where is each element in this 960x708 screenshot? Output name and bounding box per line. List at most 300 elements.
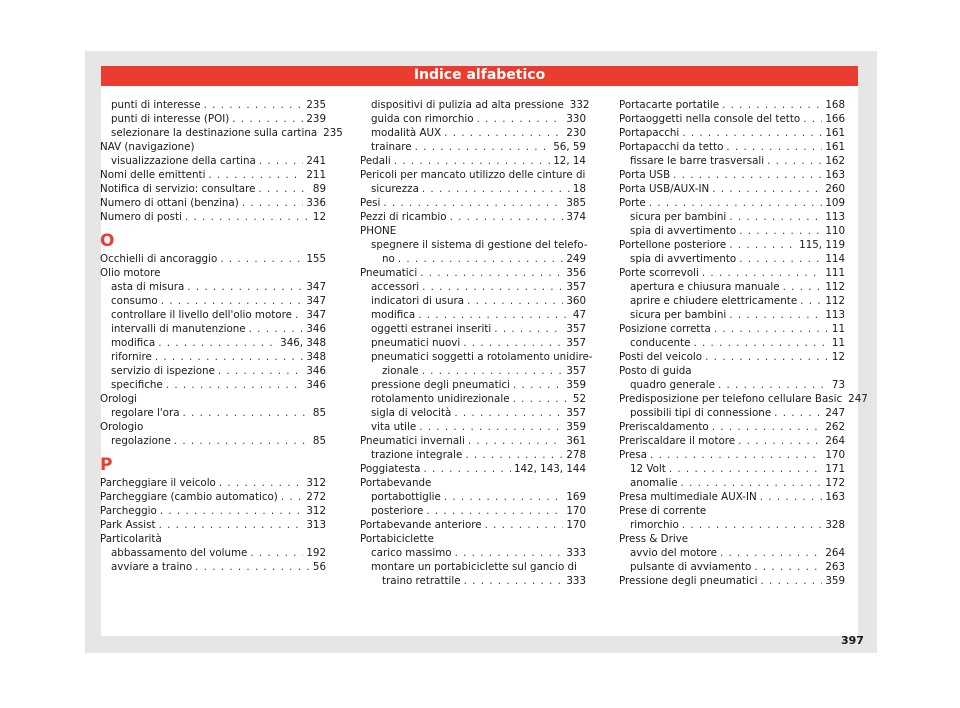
entry-page: 385 xyxy=(566,197,586,209)
entry-label: 12 Volt xyxy=(630,463,666,475)
entry-label: aprire e chiudere elettricamente xyxy=(630,295,798,307)
dot-leader xyxy=(477,112,564,126)
dot-leader xyxy=(249,322,304,336)
entry-label: Portellone posteriore xyxy=(619,239,727,251)
entry-label: Posti del veicolo xyxy=(619,351,703,363)
dot-leader xyxy=(739,252,822,266)
section-letter: P xyxy=(100,455,113,475)
index-entry xyxy=(619,252,845,266)
dot-leader xyxy=(208,168,303,182)
index-entry xyxy=(619,322,845,336)
entry-label: abbassamento del volume xyxy=(111,547,248,559)
index-entry xyxy=(619,518,845,532)
index-entry xyxy=(360,420,586,434)
entry-page: 328 xyxy=(825,519,845,531)
dot-leader xyxy=(444,490,564,504)
dot-leader xyxy=(720,546,822,560)
dot-leader xyxy=(250,546,303,560)
entry-page: 359 xyxy=(566,379,586,391)
entry-label: punti di interesse (POI) xyxy=(111,113,230,125)
dot-leader xyxy=(467,294,563,308)
entry-page: 348 xyxy=(306,351,326,363)
index-entry xyxy=(360,434,586,448)
index-heading: Press & Drive xyxy=(619,533,689,545)
entry-label: Park Assist xyxy=(100,519,156,531)
entry-page: 360 xyxy=(566,295,586,307)
index-entry xyxy=(360,364,586,378)
dot-leader xyxy=(783,280,823,294)
dot-leader xyxy=(415,140,551,154)
index-entry xyxy=(619,182,845,196)
dot-leader xyxy=(774,406,822,420)
dot-leader xyxy=(422,182,570,196)
entry-label: rifornire xyxy=(111,351,152,363)
entry-page: 260 xyxy=(825,183,845,195)
index-entry xyxy=(619,350,845,364)
dot-leader xyxy=(155,350,304,364)
entry-page: 332 xyxy=(569,99,590,111)
dot-leader xyxy=(185,210,310,224)
entry-page: 272 xyxy=(306,491,326,503)
index-entry xyxy=(360,210,586,224)
index-entry xyxy=(360,518,586,532)
dot-leader xyxy=(464,574,564,588)
entry-label: Porta USB xyxy=(619,169,671,181)
index-heading: Particolarità xyxy=(100,533,162,545)
entry-page: 12, 14 xyxy=(553,155,586,167)
index-heading: Orologi xyxy=(100,393,137,405)
entry-page: 262 xyxy=(825,421,845,433)
index-entry xyxy=(100,504,326,518)
entry-label: trazione integrale xyxy=(371,449,463,461)
entry-page: 170 xyxy=(566,519,586,531)
entry-label: fissare le barre trasversali xyxy=(630,155,765,167)
index-entry xyxy=(619,462,845,476)
dot-leader xyxy=(682,518,823,532)
entry-page: 18 xyxy=(572,183,586,195)
dot-leader xyxy=(295,308,303,322)
entry-page: 169 xyxy=(566,491,586,503)
entry-label: Numero di ottani (benzina) xyxy=(100,197,239,209)
dot-leader xyxy=(394,154,550,168)
index-entry xyxy=(619,98,845,112)
index-entry xyxy=(360,546,586,560)
dot-leader xyxy=(714,322,829,336)
entry-page: 109 xyxy=(825,197,845,209)
index-entry xyxy=(100,490,326,504)
dot-leader xyxy=(729,308,822,322)
index-entry xyxy=(360,196,586,210)
entry-page: 172 xyxy=(825,477,845,489)
entry-label: sicura per bambini xyxy=(630,211,727,223)
index-heading: montare un portabiciclette sul gancio di xyxy=(371,561,577,573)
entry-label: pneumatici nuovi xyxy=(371,337,461,349)
index-heading: Posto di guida xyxy=(619,365,692,377)
index-entry xyxy=(360,378,586,392)
index-entry xyxy=(619,112,845,126)
entry-page: 235 xyxy=(306,99,326,111)
entry-label: Posizione corretta xyxy=(619,323,711,335)
dot-leader xyxy=(712,420,823,434)
entry-page: 278 xyxy=(566,449,586,461)
entry-page: 170 xyxy=(825,449,845,461)
entry-page: 264 xyxy=(825,547,845,559)
index-entry xyxy=(100,98,326,112)
index-entry xyxy=(100,364,326,378)
entry-page: 313 xyxy=(306,519,326,531)
entry-label: oggetti estranei inseriti xyxy=(371,323,492,335)
entry-label: apertura e chiusura manuale xyxy=(630,281,780,293)
dot-leader xyxy=(422,364,564,378)
entry-page: 239 xyxy=(306,113,326,125)
entry-page: 12 xyxy=(831,351,845,363)
entry-label: posteriore xyxy=(371,505,424,517)
entry-label: trainare xyxy=(371,141,412,153)
index-entry xyxy=(360,448,586,462)
dot-leader xyxy=(232,112,303,126)
entry-label: Portacarte portatile xyxy=(619,99,720,111)
entry-page: 235 xyxy=(323,127,343,139)
entry-label: Porte scorrevoli xyxy=(619,267,699,279)
dot-leader xyxy=(463,336,563,350)
dot-leader xyxy=(419,420,563,434)
entry-page: 361 xyxy=(566,435,586,447)
index-entry xyxy=(100,406,326,420)
dot-leader xyxy=(650,448,822,462)
entry-label: Portabevande anteriore xyxy=(360,519,482,531)
entry-label: selezionare la destinazione sulla cartina xyxy=(111,127,318,139)
dot-leader xyxy=(281,490,304,504)
entry-label: Pressione degli pneumatici xyxy=(619,575,758,587)
entry-page: 11 xyxy=(831,323,845,335)
entry-label: Occhielli di ancoraggio xyxy=(100,253,218,265)
index-entry xyxy=(619,378,845,392)
entry-page: 114 xyxy=(825,253,845,265)
dot-leader xyxy=(468,434,563,448)
entry-label: modifica xyxy=(371,309,416,321)
index-entry xyxy=(100,210,326,224)
entry-label: dispositivi di pulizia ad alta pressione xyxy=(371,99,564,111)
entry-page: 111 xyxy=(825,267,845,279)
entry-label: Pneumatici xyxy=(360,267,418,279)
index-heading: Portabevande xyxy=(360,477,432,489)
dot-leader xyxy=(450,210,564,224)
index-entry xyxy=(100,434,326,448)
dot-leader xyxy=(705,350,829,364)
dot-leader xyxy=(702,266,822,280)
dot-leader xyxy=(204,98,304,112)
entry-label: Predisposizione per telefono cellulare Basic xyxy=(619,393,843,405)
entry-page: 347 xyxy=(306,309,326,321)
entry-page: 192 xyxy=(306,547,326,559)
index-entry xyxy=(100,308,326,322)
dot-leader xyxy=(187,280,303,294)
entry-label: zionale xyxy=(382,365,419,377)
index-entry xyxy=(619,336,845,350)
index-heading: Prese di corrente xyxy=(619,505,707,517)
entry-page: 347 xyxy=(306,295,326,307)
section-letter: O xyxy=(100,231,115,251)
entry-page: 142, 143, 144 xyxy=(513,463,586,475)
entry-page: 47 xyxy=(572,309,586,321)
entry-label: Preriscaldamento xyxy=(619,421,709,433)
entry-label: Portapacchi xyxy=(619,127,680,139)
index-entry xyxy=(100,182,326,196)
index-entry xyxy=(619,308,845,322)
dot-leader xyxy=(423,462,510,476)
entry-label: spia di avvertimento xyxy=(630,225,737,237)
entry-page: 357 xyxy=(566,337,586,349)
entry-page: 162 xyxy=(825,155,845,167)
dot-leader xyxy=(760,490,823,504)
index-entry xyxy=(619,392,868,406)
entry-page: 312 xyxy=(306,477,326,489)
dot-leader xyxy=(722,98,822,112)
index-entry xyxy=(619,476,845,490)
entry-page: 333 xyxy=(566,575,586,587)
entry-label: consumo xyxy=(111,295,158,307)
entry-label: Parcheggiare (cambio automatico) xyxy=(100,491,278,503)
entry-page: 346 xyxy=(306,379,326,391)
entry-label: sicura per bambini xyxy=(630,309,727,321)
entry-page: 359 xyxy=(566,421,586,433)
dot-leader xyxy=(174,434,310,448)
dot-leader xyxy=(195,560,310,574)
entry-label: Presa multimediale AUX-IN xyxy=(619,491,757,503)
entry-label: accessori xyxy=(371,281,420,293)
entry-label: Parcheggio xyxy=(100,505,157,517)
index-entry xyxy=(100,196,326,210)
dot-leader xyxy=(242,196,304,210)
entry-label: Nomi delle emittenti xyxy=(100,169,206,181)
entry-label: Parcheggiare il veicolo xyxy=(100,477,216,489)
entry-label: Numero di posti xyxy=(100,211,182,223)
index-entry xyxy=(619,266,845,280)
dot-leader xyxy=(485,518,564,532)
index-column-2 xyxy=(360,98,593,588)
entry-page: 163 xyxy=(825,491,845,503)
dot-leader xyxy=(800,294,822,308)
entry-label: regolazione xyxy=(111,435,171,447)
entry-page: 11 xyxy=(831,337,845,349)
entry-page: 12 xyxy=(312,211,326,223)
dot-leader xyxy=(422,280,563,294)
entry-label: Pesi xyxy=(360,197,381,209)
dot-leader xyxy=(681,476,823,490)
index-entry xyxy=(360,112,586,126)
dot-leader xyxy=(383,196,563,210)
index-column-3 xyxy=(619,98,868,588)
dot-leader xyxy=(729,210,822,224)
index-entry xyxy=(100,560,326,574)
index-heading: Portabiciclette xyxy=(360,533,434,545)
entry-page: 374 xyxy=(566,211,586,223)
index-entry xyxy=(360,574,586,588)
entry-page: 73 xyxy=(831,379,845,391)
entry-page: 263 xyxy=(825,561,845,573)
index-entry xyxy=(100,154,326,168)
index-entry xyxy=(360,490,586,504)
entry-page: 166 xyxy=(825,113,845,125)
entry-label: visualizzazione della cartina xyxy=(111,155,256,167)
entry-label: rimorchio xyxy=(630,519,679,531)
entry-page: 359 xyxy=(825,575,845,587)
entry-page: 85 xyxy=(312,435,326,447)
entry-label: Pezzi di ricambio xyxy=(360,211,447,223)
entry-page: 171 xyxy=(825,463,845,475)
index-entry xyxy=(360,280,586,294)
index-entry xyxy=(360,182,586,196)
entry-page: 312 xyxy=(306,505,326,517)
index-entry xyxy=(360,504,586,518)
index-entry xyxy=(619,294,845,308)
entry-label: Notifica di servizio: consultare xyxy=(100,183,256,195)
index-entry xyxy=(619,140,845,154)
dot-leader xyxy=(258,182,309,196)
entry-page: 170 xyxy=(566,505,586,517)
index-entry xyxy=(619,546,845,560)
entry-page: 357 xyxy=(566,281,586,293)
dot-leader xyxy=(465,448,563,462)
dot-leader xyxy=(420,266,563,280)
dot-leader xyxy=(718,378,829,392)
entry-label: vita utile xyxy=(371,421,417,433)
entry-label: modalità AUX xyxy=(371,127,442,139)
entry-label: possibili tipi di connessione xyxy=(630,407,772,419)
entry-page: 168 xyxy=(825,99,845,111)
entry-page: 347 xyxy=(306,281,326,293)
index-entry xyxy=(360,336,586,350)
entry-label: intervalli di manutenzione xyxy=(111,323,246,335)
entry-page: 52 xyxy=(572,393,586,405)
entry-page: 346 xyxy=(306,365,326,377)
index-entry xyxy=(619,560,845,574)
dot-leader xyxy=(418,308,570,322)
index-heading: Olio motore xyxy=(100,267,161,279)
entry-page: 56, 59 xyxy=(553,141,586,153)
entry-page: 346 xyxy=(306,323,326,335)
index-entry xyxy=(619,168,845,182)
index-entry xyxy=(360,126,586,140)
page-number: 397 xyxy=(841,634,864,647)
entry-page: 211 xyxy=(306,169,326,181)
dot-leader xyxy=(739,224,822,238)
index-heading: Pericoli per mancato utilizzo delle cinture di xyxy=(360,169,586,181)
index-entry xyxy=(619,490,845,504)
index-entry xyxy=(100,322,326,336)
entry-page: 85 xyxy=(312,407,326,419)
dot-leader xyxy=(649,196,823,210)
index-entry xyxy=(360,98,590,112)
entry-label: Pneumatici invernali xyxy=(360,435,465,447)
entry-label: conducente xyxy=(630,337,691,349)
entry-label: anomalie xyxy=(630,477,678,489)
dot-leader xyxy=(183,406,310,420)
entry-page: 163 xyxy=(825,169,845,181)
index-entry xyxy=(360,294,586,308)
index-entry xyxy=(360,406,586,420)
entry-page: 357 xyxy=(566,323,586,335)
entry-label: regolare l'ora xyxy=(111,407,180,419)
index-entry xyxy=(100,126,343,140)
index-entry xyxy=(619,434,845,448)
entry-label: Porte xyxy=(619,197,646,209)
dot-leader xyxy=(398,252,564,266)
dot-leader xyxy=(259,154,304,168)
entry-label: Portapacchi da tetto xyxy=(619,141,724,153)
index-entry xyxy=(100,518,326,532)
index-entry xyxy=(619,210,845,224)
entry-label: quadro generale xyxy=(630,379,715,391)
entry-page: 247 xyxy=(825,407,845,419)
dot-leader xyxy=(682,126,822,140)
dot-leader xyxy=(218,364,303,378)
entry-page: 112 xyxy=(825,295,845,307)
dot-leader xyxy=(673,168,822,182)
entry-page: 336 xyxy=(306,197,326,209)
index-entry xyxy=(619,238,845,252)
entry-page: 56 xyxy=(312,561,326,573)
index-heading: spegnere il sistema di gestione del telefo- xyxy=(371,239,588,251)
entry-label: Porta USB/AUX-IN xyxy=(619,183,710,195)
entry-label: specifiche xyxy=(111,379,163,391)
entry-page: 113 xyxy=(825,309,845,321)
index-entry xyxy=(619,574,845,588)
entry-label: pressione degli pneumatici xyxy=(371,379,510,391)
dot-leader xyxy=(160,504,304,518)
index-heading: Orologio xyxy=(100,421,144,433)
index-entry xyxy=(360,308,586,322)
entry-page: 249 xyxy=(566,253,586,265)
entry-page: 357 xyxy=(566,365,586,377)
entry-page: 161 xyxy=(825,127,845,139)
index-heading: pneumatici soggetti a rotolamento unidire- xyxy=(371,351,593,363)
index-column-1 xyxy=(100,98,343,574)
index-entry xyxy=(360,322,586,336)
index-entry xyxy=(360,462,586,476)
index-entry xyxy=(100,168,326,182)
entry-label: punti di interesse xyxy=(111,99,201,111)
index-entry xyxy=(100,252,326,266)
entry-label: servizio di ispezione xyxy=(111,365,215,377)
dot-leader xyxy=(513,392,570,406)
dot-leader xyxy=(803,112,822,126)
dot-leader xyxy=(693,336,828,350)
index-entry xyxy=(619,420,845,434)
entry-page: 230 xyxy=(566,127,586,139)
entry-page: 330 xyxy=(566,113,586,125)
dot-leader xyxy=(726,140,822,154)
index-entry xyxy=(360,140,586,154)
dot-leader xyxy=(220,252,303,266)
entry-label: Preriscaldare il motore xyxy=(619,435,736,447)
dot-leader xyxy=(444,126,563,140)
dot-leader xyxy=(166,378,304,392)
entry-page: 110 xyxy=(825,225,845,237)
dot-leader xyxy=(454,406,563,420)
entry-label: asta di misura xyxy=(111,281,185,293)
dot-leader xyxy=(767,154,822,168)
entry-page: 346, 348 xyxy=(280,337,326,349)
dot-leader xyxy=(513,378,563,392)
index-entry xyxy=(360,252,586,266)
dot-leader xyxy=(754,560,822,574)
entry-label: guida con rimorchio xyxy=(371,113,474,125)
dot-leader xyxy=(159,518,304,532)
dot-leader xyxy=(669,462,823,476)
entry-label: Poggiatesta xyxy=(360,463,421,475)
entry-page: 112 xyxy=(825,281,845,293)
